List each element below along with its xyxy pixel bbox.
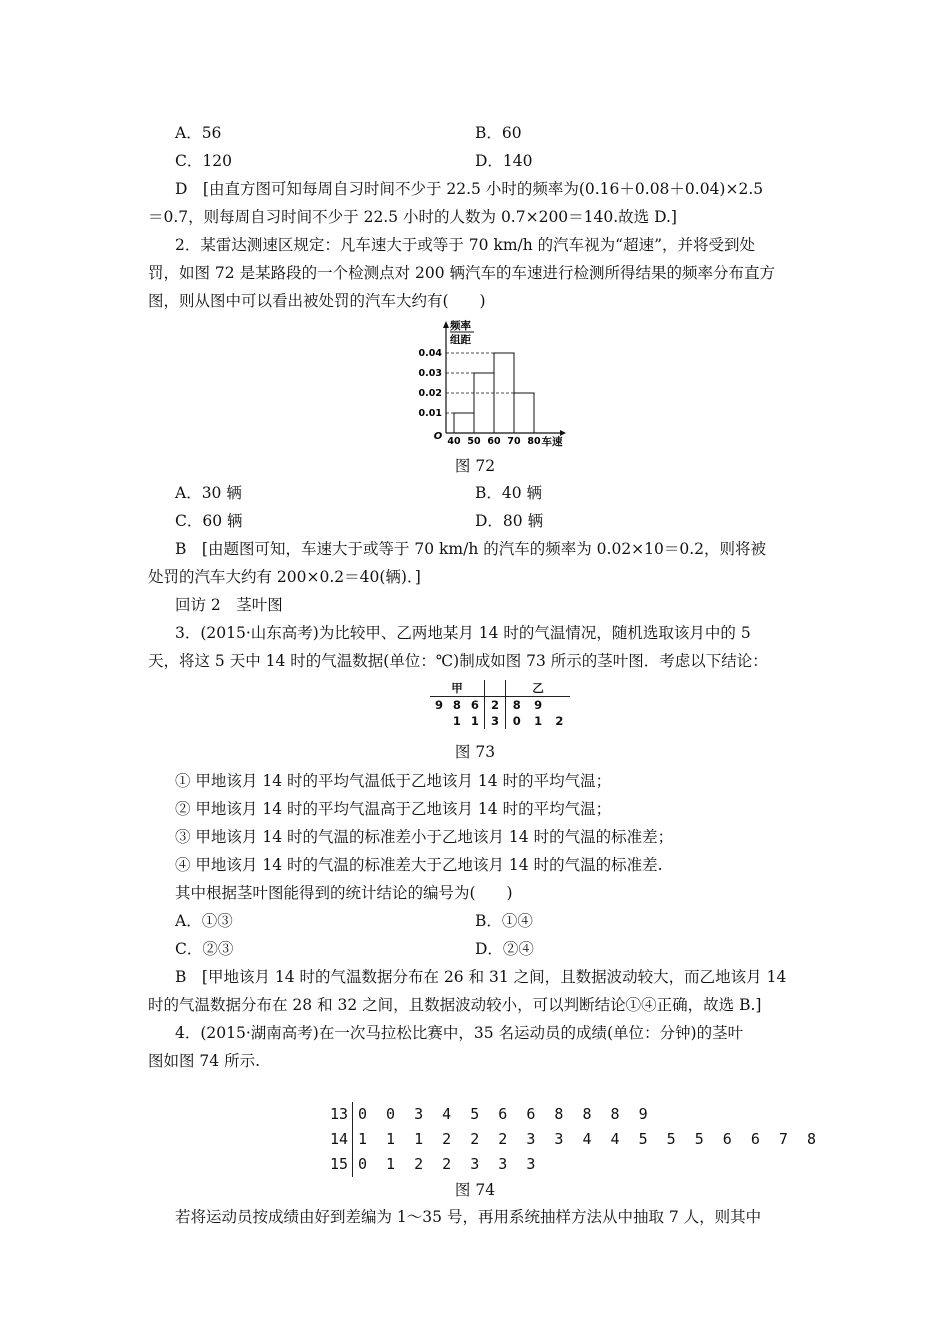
q3-statement-4: ④ 甲地该月 14 时的气温的标准差大于乙地该月 14 时的气温的标准差. (175, 856, 663, 874)
y-tick-label: 0.03 (418, 368, 442, 379)
histogram-bar (454, 413, 474, 433)
histogram-bar (474, 373, 494, 433)
stem: 2 (485, 697, 506, 714)
q1-answer-cont: ＝0.7，则每周自习时间不少于 22.5 小时的人数为 0.7×200＝140.故选 D.] (148, 208, 677, 226)
leaf (430, 713, 448, 729)
x-tick-label: 40 (447, 436, 461, 447)
leaf: 8 (452, 698, 461, 712)
q1-option-c: C．120 (175, 152, 232, 170)
q3-answer: B [甲地该月 14 时的气温数据分布在 26 和 31 之间，且数据波动较大，而乙地该月 14 (175, 968, 787, 986)
q2-answer-cont: 处罚的汽车大约有 200×0.2＝40(辆)．] (148, 568, 421, 586)
leaf: 1 (452, 714, 461, 728)
q4-text-1: 4．(2015·湖南高考)在一次马拉松比赛中，35 名运动员的成绩(单位：分钟)的茎叶 (175, 1024, 744, 1042)
y-tick-label: 0.01 (418, 408, 442, 419)
leaf: 1 (470, 714, 479, 728)
q2-option-c: C．60 辆 (175, 512, 243, 530)
leaf: 9 (534, 698, 543, 712)
q3-text-1: 3．(2015·山东高考)为比较甲、乙两地某月 14 时的气温情况，随机选取该月中的 5 (175, 624, 751, 642)
stem-leaf-table-73 (430, 680, 570, 729)
stem: 13 (318, 1102, 353, 1127)
figure-72-caption: 图 72 (454, 457, 496, 475)
y-axis-label-top: 频率 (450, 320, 471, 332)
q3-option-a: A．①③ (175, 912, 233, 930)
stem-leaf-row (318, 1152, 821, 1177)
histogram-bar (514, 393, 534, 433)
q2-text-1: 2．某雷达测速区规定：凡车速大于或等于 70 km/h 的汽车视为“超速”，并将受到处 (175, 236, 756, 254)
q4-text-3: 若将运动员按成绩由好到差编为 1～35 号，再用系统抽样方法从中抽取 7 人，则其中 (175, 1208, 762, 1226)
q3-question: 其中根据茎叶图能得到的统计结论的编号为( ) (175, 884, 513, 902)
q3-answer-cont: 时的气温数据分布在 28 和 32 之间，且数据波动较小，可以判断结论①④正确，故选 B.] (148, 996, 762, 1014)
q3-option-d: D．②④ (475, 940, 534, 958)
section-title: 回访 2 茎叶图 (175, 596, 283, 614)
q3-statement-1: ① 甲地该月 14 时的平均气温低于乙地该月 14 时的平均气温； (175, 772, 612, 790)
q1-answer: D [由直方图可知每周自习时间不少于 22.5 小时的频率为(0.16＋0.08＋0.04)×2.5 (175, 180, 764, 198)
q1-option-a: A．56 (175, 124, 222, 142)
figure-73-caption: 图 73 (454, 743, 496, 761)
q3-option-c: C．②③ (175, 940, 234, 958)
stem: 14 (318, 1127, 353, 1152)
x-tick-label: 50 (467, 436, 481, 447)
leaves: 1 1 1 2 2 2 3 3 4 4 5 5 5 6 6 7 8 (358, 1130, 822, 1148)
leaf: 2 (555, 714, 564, 728)
y-axis-label-bottom: 组距 (450, 334, 471, 346)
stem-leaf-plot-74 (318, 1102, 821, 1177)
origin-label: O (433, 431, 443, 442)
leaf: 9 (434, 698, 443, 712)
q3-text-2: 天，将这 5 天中 14 时的气温数据(单位：℃)制成如图 73 所示的茎叶图．考虑以下结论： (148, 652, 768, 670)
header-jia: 甲 (451, 681, 463, 695)
q2-text-3: 图，则从图中可以看出被处罚的汽车大约有( ) (148, 292, 486, 310)
q2-option-b: B．40 辆 (475, 484, 543, 502)
x-tick-label: 70 (507, 436, 521, 447)
stem: 15 (318, 1152, 353, 1177)
header-yi: 乙 (532, 681, 544, 695)
q4-text-2: 图如图 74 所示. (148, 1052, 261, 1070)
leaves: 0 0 3 4 5 6 6 8 8 8 9 (358, 1105, 653, 1123)
y-axis-arrow (443, 321, 449, 328)
y-tick-label: 0.04 (418, 348, 442, 359)
stem-leaf-row (318, 1102, 821, 1127)
x-tick-label: 80 (527, 436, 541, 447)
stem-leaf-row (318, 1127, 821, 1152)
q3-statement-2: ② 甲地该月 14 时的平均气温高于乙地该月 14 时的平均气温； (175, 800, 612, 818)
q2-text-2: 罚，如图 72 是某路段的一个检测点对 200 辆汽车的车速进行检测所得结果的频率分布直方 (148, 264, 776, 282)
q2-answer: B [由题图可知，车速大于或等于 70 km/h 的汽车的频率为 0.02×10＝0.2，则将被 (175, 540, 767, 558)
leaf: 0 (512, 714, 521, 728)
frequency-histogram (410, 318, 580, 448)
leaf: 1 (534, 714, 543, 728)
leaf: 6 (470, 698, 479, 712)
stem: 3 (485, 713, 506, 729)
q1-option-b: B．60 (475, 124, 522, 142)
leaves: 0 1 2 2 3 3 3 (358, 1155, 541, 1173)
q2-option-a: A．30 辆 (175, 484, 242, 502)
leaf: 8 (512, 698, 521, 712)
y-tick-label: 0.02 (418, 388, 442, 399)
x-tick-label: 60 (487, 436, 501, 447)
q3-option-b: B．①④ (475, 912, 533, 930)
figure-74-caption: 图 74 (454, 1181, 496, 1199)
q3-statement-3: ③ 甲地该月 14 时的气温的标准差小于乙地该月 14 时的气温的标准差； (175, 828, 674, 846)
q1-option-d: D．140 (475, 152, 533, 170)
q2-option-d: D．80 辆 (475, 512, 544, 530)
x-axis-label: 车速 (541, 436, 563, 448)
